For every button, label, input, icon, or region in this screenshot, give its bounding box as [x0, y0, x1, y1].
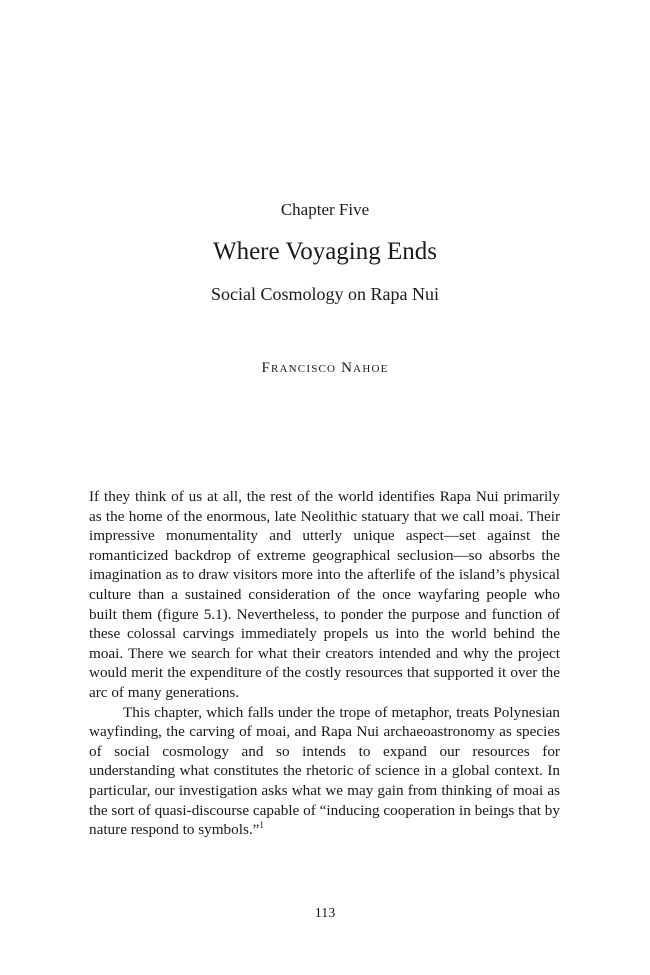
- chapter-label: Chapter Five: [280, 200, 370, 219]
- paragraph-2-text: This chapter, which falls under the trope of metaphor, treats Polynesian wayfinding, the carving of moai, and Rapa Nui archaeoastronomy as species of social cosmology and so intends to expand our resources for understanding what constitutes the rhetoric of science in a global context. In particular, our investigation asks what we may gain from thinking of moai as the sort of quasi-discourse capable of “inducing cooperation in beings that by nature respond to symbols.”: [89, 703, 560, 839]
- paragraph-2: [89, 703, 560, 840]
- paragraph-1: If they think of us at all, the rest of the world identifies Rapa Nui primarily as the home of the enormous, late Neolithic statuary that we call moai. Their impressive monumentality and utterly unique aspect—set against the romanticized backdrop of extreme geographical seclusion—so absorbs the imagination as to draw visitors more into the afterlife of the island’s physical culture than a sustained consideration of the once wayfaring people who built them (figure 5.1). Nevertheless, to ponder the purpose and function of these colossal carvings immediately propels us into the world behind the moai. There we search for what their creators intended and why the project would merit the expenditure of the costly resources that supported it over the arc of many generations.: [89, 488, 560, 701]
- footnote-marker[interactable]: 1: [259, 820, 264, 831]
- chapter-subtitle: Social Cosmology on Rapa Nui: [211, 284, 439, 304]
- chapter-title: Where Voyaging Ends: [212, 238, 438, 265]
- body-text: [89, 487, 560, 840]
- author-name: Francisco Nahoe: [261, 360, 389, 376]
- page-number: 113: [314, 906, 336, 921]
